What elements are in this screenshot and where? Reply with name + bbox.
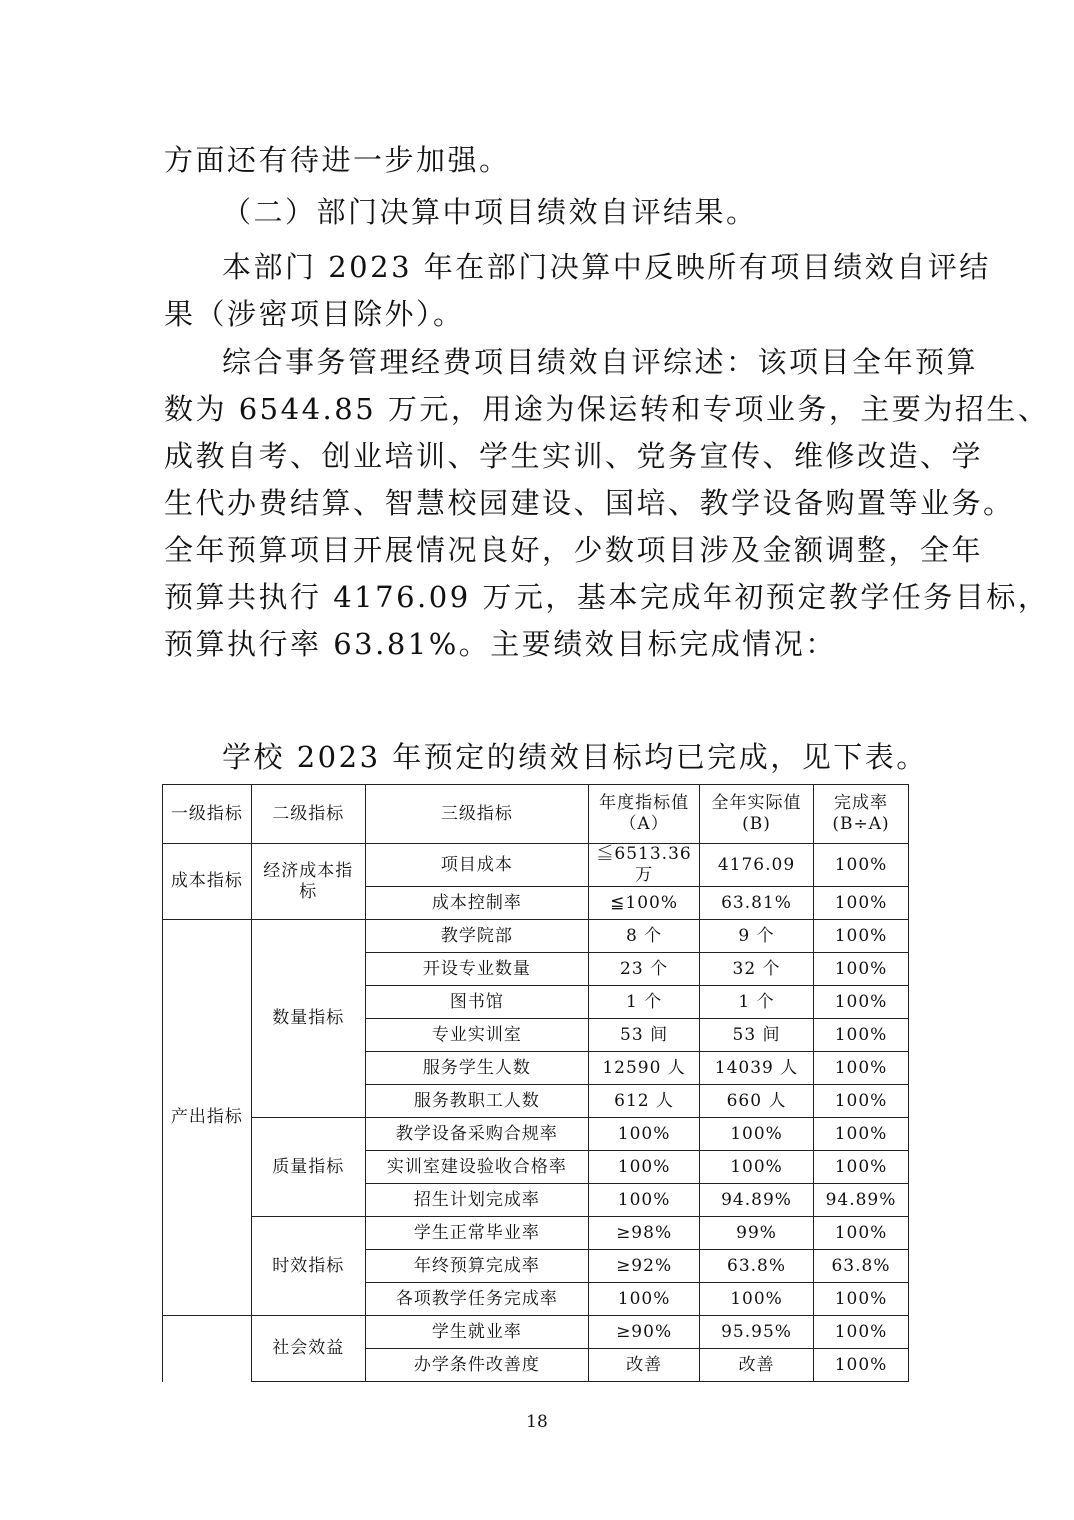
table-row bbox=[163, 1217, 909, 1250]
level3-cell: 年终预算完成率 bbox=[365, 1250, 589, 1283]
target-cell: 100% bbox=[589, 1118, 700, 1151]
actual-cell: 94.89% bbox=[700, 1184, 814, 1217]
header-cell: 三级指标 bbox=[365, 785, 589, 844]
table-row bbox=[163, 844, 909, 887]
paragraph-5 bbox=[164, 734, 928, 781]
rate-cell: 100% bbox=[813, 1118, 908, 1151]
actual-cell: 1 个 bbox=[700, 986, 814, 1019]
rate-cell: 100% bbox=[813, 887, 908, 920]
level3-cell: 成本控制率 bbox=[365, 887, 589, 920]
rate-cell: 100% bbox=[813, 844, 908, 887]
actual-cell: 95.95% bbox=[700, 1316, 814, 1349]
actual-cell: 100% bbox=[700, 1283, 814, 1316]
level3-cell: 教学设备采购合规率 bbox=[365, 1118, 589, 1151]
header-cell: 全年实际值(B) bbox=[700, 785, 814, 844]
level3-cell: 开设专业数量 bbox=[365, 953, 589, 986]
text-line: 方面还有待进一步加强。 bbox=[164, 143, 511, 177]
paragraph-4 bbox=[164, 339, 1050, 668]
level1-cell bbox=[163, 1316, 252, 1382]
paragraph-3 bbox=[164, 244, 991, 338]
level2-cell: 时效指标 bbox=[251, 1217, 365, 1316]
actual-cell: 660 人 bbox=[700, 1085, 814, 1118]
actual-cell: 14039 人 bbox=[700, 1052, 814, 1085]
header-cell: 完成率(B÷A) bbox=[813, 785, 908, 844]
text-line: 本部门 2023 年在部门决算中反映所有项目绩效自评结 bbox=[222, 250, 991, 284]
target-cell: ≦6513.36 万 bbox=[589, 844, 700, 887]
target-cell: 100% bbox=[589, 1184, 700, 1217]
actual-cell: 改善 bbox=[700, 1349, 814, 1382]
target-cell: 100% bbox=[589, 1151, 700, 1184]
actual-cell: 63.8% bbox=[700, 1250, 814, 1283]
text-line: 预算共执行 4176.09 万元，基本完成年初预定教学任务目标， bbox=[164, 580, 1050, 614]
target-cell: 8 个 bbox=[589, 920, 700, 953]
header-cell: 二级指标 bbox=[251, 785, 365, 844]
level1-cell: 产出指标 bbox=[163, 920, 252, 1316]
level3-cell: 实训室建设验收合格率 bbox=[365, 1151, 589, 1184]
section-heading bbox=[164, 189, 916, 236]
level3-cell: 服务教职工人数 bbox=[365, 1085, 589, 1118]
actual-cell: 99% bbox=[700, 1217, 814, 1250]
target-cell: 100% bbox=[589, 1283, 700, 1316]
level3-cell: 招生计划完成率 bbox=[365, 1184, 589, 1217]
table-row bbox=[163, 1316, 909, 1349]
actual-cell: 32 个 bbox=[700, 953, 814, 986]
actual-cell: 63.81% bbox=[700, 887, 814, 920]
target-cell: ≥98% bbox=[589, 1217, 700, 1250]
rate-cell: 100% bbox=[813, 953, 908, 986]
level3-cell: 教学院部 bbox=[365, 920, 589, 953]
rate-cell: 63.8% bbox=[813, 1250, 908, 1283]
actual-cell: 100% bbox=[700, 1151, 814, 1184]
actual-cell: 4176.09 bbox=[700, 844, 814, 887]
target-cell: 1 个 bbox=[589, 986, 700, 1019]
target-cell: ≦100% bbox=[589, 887, 700, 920]
performance-table bbox=[162, 784, 909, 1382]
rate-cell: 100% bbox=[813, 1151, 908, 1184]
level3-cell: 服务学生人数 bbox=[365, 1052, 589, 1085]
level3-cell: 学生就业率 bbox=[365, 1316, 589, 1349]
actual-cell: 53 间 bbox=[700, 1019, 814, 1052]
level3-cell: 专业实训室 bbox=[365, 1019, 589, 1052]
rate-cell: 100% bbox=[813, 1217, 908, 1250]
table-row bbox=[163, 1118, 909, 1151]
rate-cell: 100% bbox=[813, 1052, 908, 1085]
level3-cell: 项目成本 bbox=[365, 844, 589, 887]
actual-cell: 100% bbox=[700, 1118, 814, 1151]
rate-cell: 100% bbox=[813, 1316, 908, 1349]
rate-cell: 100% bbox=[813, 1019, 908, 1052]
level2-cell: 数量指标 bbox=[251, 920, 365, 1118]
paragraph-1 bbox=[164, 137, 916, 184]
target-cell: ≥92% bbox=[589, 1250, 700, 1283]
text-line: 果（涉密项目除外）。 bbox=[164, 297, 465, 331]
text-line: 综合事务管理经费项目绩效自评综述：该项目全年预算 bbox=[222, 345, 979, 379]
target-cell: 23 个 bbox=[589, 953, 700, 986]
level3-cell: 办学条件改善度 bbox=[365, 1349, 589, 1382]
target-cell: 612 人 bbox=[589, 1085, 700, 1118]
level2-cell: 经济成本指标 bbox=[251, 844, 365, 920]
text-line: 全年预算项目开展情况良好，少数项目涉及金额调整，全年 bbox=[164, 533, 984, 567]
target-cell: 12590 人 bbox=[589, 1052, 700, 1085]
text-line: 学校 2023 年预定的绩效目标均已完成，见下表。 bbox=[222, 740, 928, 774]
level1-cell: 成本指标 bbox=[163, 844, 252, 920]
rate-cell: 100% bbox=[813, 986, 908, 1019]
level3-cell: 图书馆 bbox=[365, 986, 589, 1019]
level2-cell: 质量指标 bbox=[251, 1118, 365, 1217]
rate-cell: 94.89% bbox=[813, 1184, 908, 1217]
rate-cell: 100% bbox=[813, 1283, 908, 1316]
level3-cell: 各项教学任务完成率 bbox=[365, 1283, 589, 1316]
rate-cell: 100% bbox=[813, 1085, 908, 1118]
target-cell: 改善 bbox=[589, 1349, 700, 1382]
level2-cell: 社会效益 bbox=[251, 1316, 365, 1382]
text-line: 生代办费结算、智慧校园建设、国培、教学设备购置等业务。 bbox=[164, 486, 1015, 520]
target-cell: ≥90% bbox=[589, 1316, 700, 1349]
text-line: 预算执行率 63.81%。主要绩效目标完成情况： bbox=[164, 627, 837, 661]
page-number: 18 bbox=[526, 1412, 548, 1432]
rate-cell: 100% bbox=[813, 920, 908, 953]
text-line: 数为 6544.85 万元，用途为保运转和专项业务，主要为招生、 bbox=[164, 392, 1050, 426]
text-line: 成教自考、创业培训、学生实训、党务宣传、维修改造、学 bbox=[164, 439, 984, 473]
text-line: （二）部门决算中项目绩效自评结果。 bbox=[222, 195, 758, 229]
rate-cell: 100% bbox=[813, 1349, 908, 1382]
actual-cell: 9 个 bbox=[700, 920, 814, 953]
table-header-row bbox=[163, 785, 909, 844]
header-cell: 年度指标值（A） bbox=[589, 785, 700, 844]
target-cell: 53 间 bbox=[589, 1019, 700, 1052]
header-cell: 一级指标 bbox=[163, 785, 252, 844]
level3-cell: 学生正常毕业率 bbox=[365, 1217, 589, 1250]
table-row bbox=[163, 920, 909, 953]
